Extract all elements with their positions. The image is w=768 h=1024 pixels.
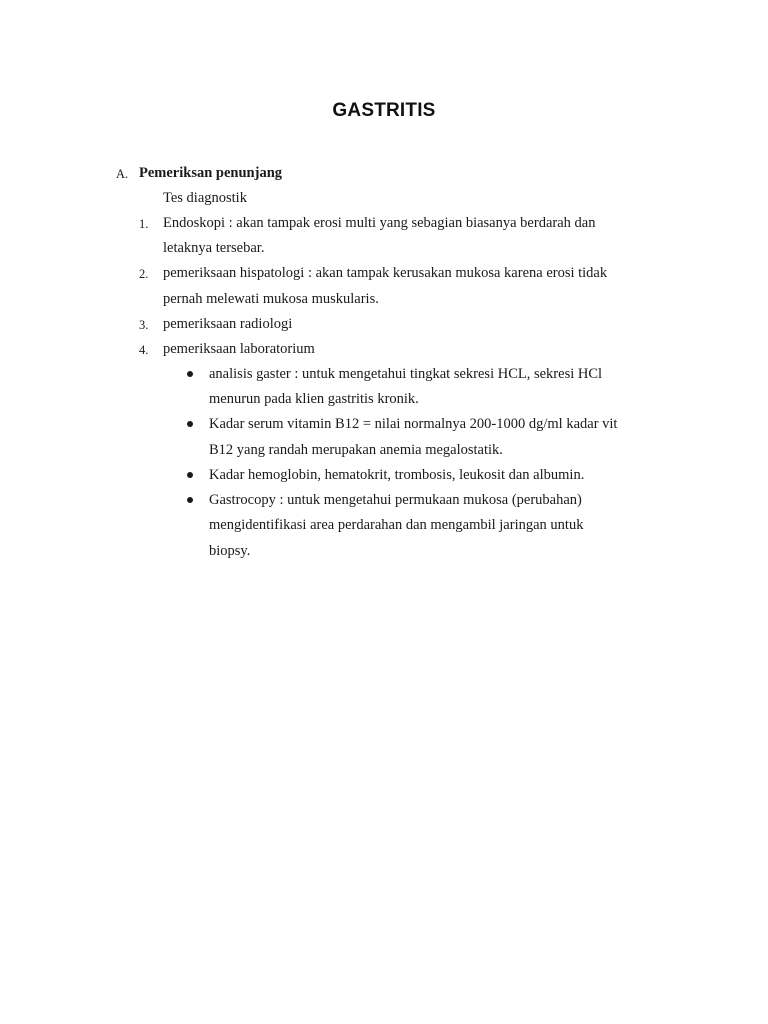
numbered-item-marker: 2. (139, 267, 149, 281)
numbered-item-marker: 1. (139, 217, 149, 231)
bullet-icon (187, 371, 193, 377)
numbered-item-line: pemeriksaan laboratorium (163, 341, 315, 357)
numbered-item-line: pemeriksaan radiologi (163, 316, 293, 332)
document-title: GASTRITIS (332, 100, 436, 121)
bullet-item-line: Kadar hemoglobin, hematokrit, trombosis, leukosit dan albumin. (209, 467, 585, 483)
section-marker: A. (116, 167, 129, 181)
numbered-item-marker: 4. (139, 343, 149, 357)
bullet-icon (187, 472, 193, 478)
numbered-item-line: Endoskopi : akan tampak erosi multi yang sebagian biasanya berdarah dan (163, 215, 596, 231)
bullet-item-line: Gastrocopy : untuk mengetahui permukaan mukosa (perubahan) (209, 492, 582, 508)
section-heading: Pemeriksan penunjang (139, 165, 283, 181)
numbered-item-line: pernah melewati mukosa muskularis. (163, 291, 379, 307)
bullet-item-line: biopsy. (209, 543, 251, 559)
bullet-item-line: analisis gaster : untuk mengetahui tingkat sekresi HCL, sekresi HCl (209, 366, 603, 382)
bullet-icon (187, 497, 193, 503)
section-subheading: Tes diagnostik (163, 190, 247, 206)
bullet-icon (187, 421, 193, 427)
bullet-item-line: mengidentifikasi area perdarahan dan mengambil jaringan untuk (209, 517, 584, 533)
bullet-item-line: menurun pada klien gastritis kronik. (209, 391, 419, 407)
numbered-item-line: pemeriksaan hispatologi : akan tampak kerusakan mukosa karena erosi tidak (163, 265, 608, 281)
bullet-item-line: B12 yang randah merupakan anemia megalostatik. (209, 442, 503, 458)
numbered-item-marker: 3. (139, 318, 149, 332)
numbered-item-line: letaknya tersebar. (163, 240, 265, 256)
bullet-item-line: Kadar serum vitamin B12 = nilai normalnya 200-1000 dg/ml kadar vit (209, 416, 618, 432)
